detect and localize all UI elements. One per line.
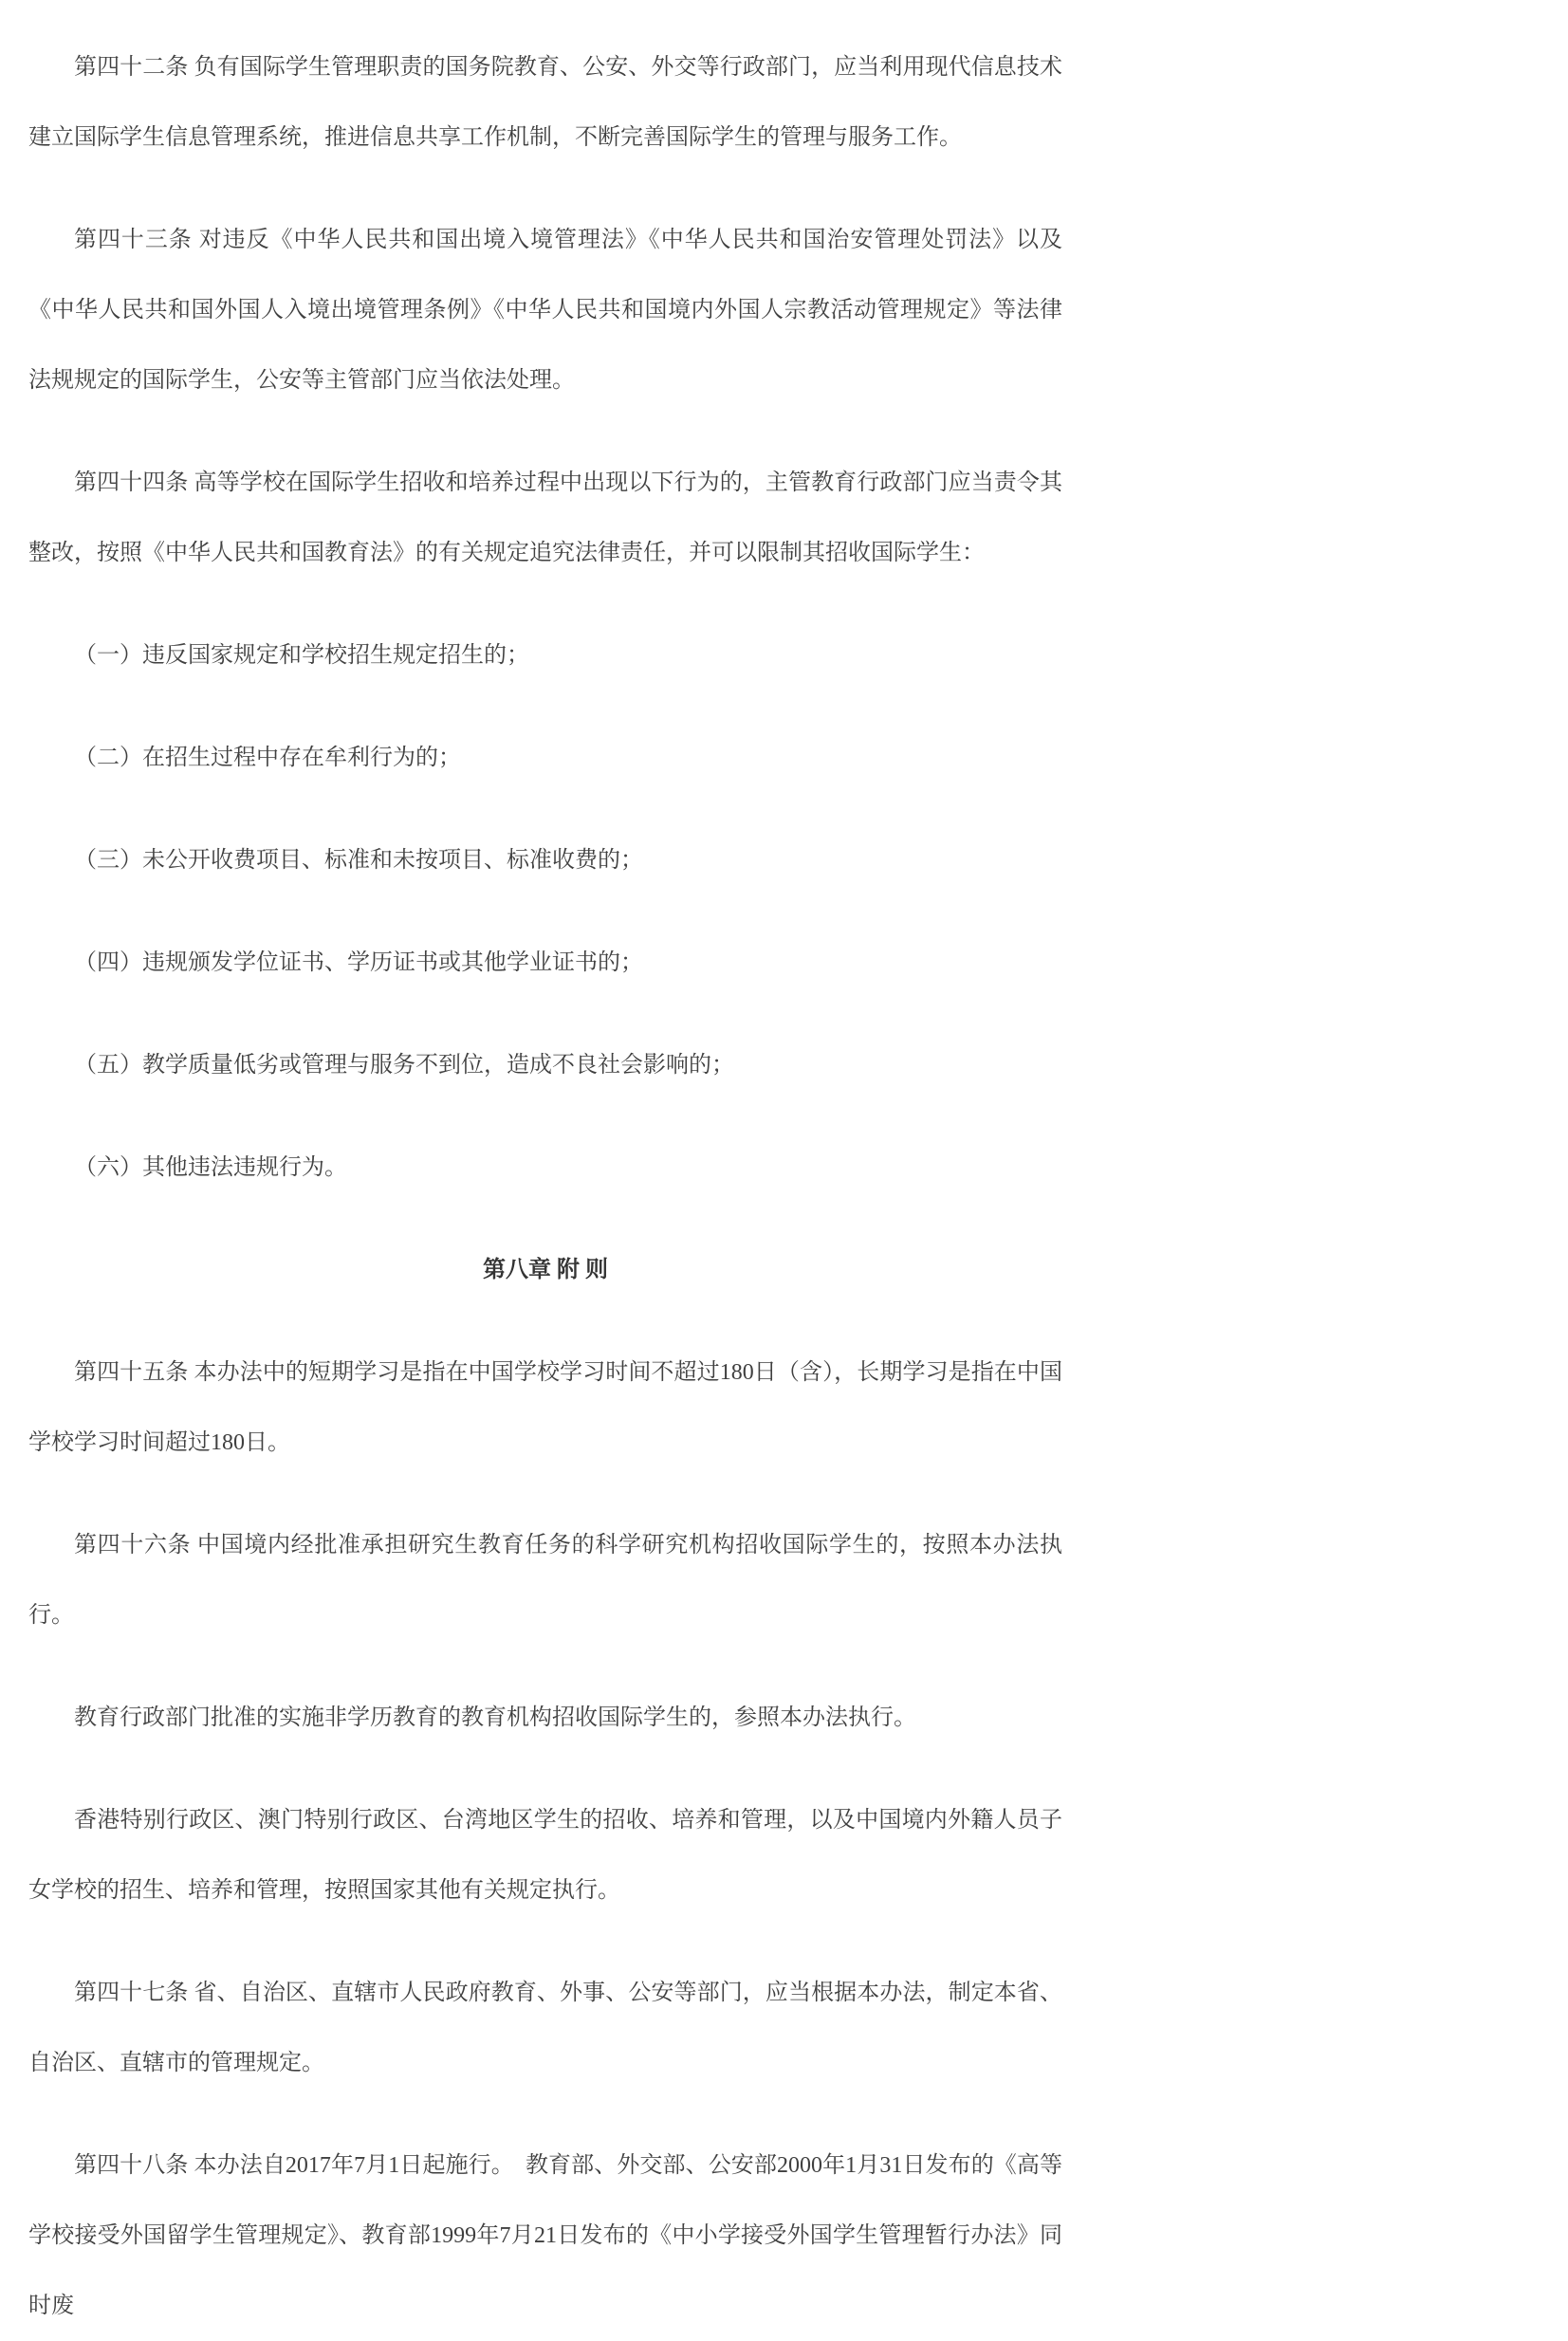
article-48-paragraph: 第四十八条 本办法自2017年7月1日起施行。 教育部、外交部、公安部2000年1月31日发布的《高等学校接受外国留学生管理规定》、教育部1999年7月21日发布的《中小学接受外国学生管理暂行办法》同时废	[28, 2153, 1062, 2318]
article-44-item-5: （五）教学质量低劣或管理与服务不到位，造成不良社会影响的；	[74, 1053, 734, 1078]
article-44-paragraph: 第四十四条 高等学校在国际学生招收和培养过程中出现以下行为的，主管教育行政部门应当责令其整改，按照《中华人民共和国教育法》的有关规定追究法律责任，并可以限制其招收国际学生：	[28, 470, 1062, 565]
article-44-item-2: （二）在招生过程中存在牟利行为的；	[74, 746, 461, 770]
article-43-paragraph: 第四十三条 对违反《中华人民共和国出境入境管理法》《中华人民共和国治安管理处罚法》以及《中华人民共和国外国人入境出境管理条例》《中华人民共和国境内外国人宗教活动管理规定》等法律法规规定的国际学生，公安等主管部门应当依法处理。	[28, 228, 1062, 393]
article-46-paragraph-3: 香港特别行政区、澳门特别行政区、台湾地区学生的招收、培养和管理，以及中国境内外籍人员子女学校的招生、培养和管理，按照国家其他有关规定执行。	[28, 1808, 1062, 1903]
article-44-item-1: （一）违反国家规定和学校招生规定招生的；	[74, 643, 529, 668]
chapter-8-heading: 第八章 附 则	[483, 1258, 608, 1282]
article-42-paragraph: 第四十二条 负有国际学生管理职责的国务院教育、公安、外交等行政部门，应当利用现代信息技术建立国际学生信息管理系统，推进信息共享工作机制，不断完善国际学生的管理与服务工作。	[28, 55, 1062, 150]
article-46-paragraph: 第四十六条 中国境内经批准承担研究生教育任务的科学研究机构招收国际学生的，按照本办法执行。	[28, 1533, 1062, 1628]
article-44-item-3: （三）未公开收费项目、标准和未按项目、标准收费的；	[74, 848, 643, 873]
article-46-paragraph-2: 教育行政部门批准的实施非学历教育的教育机构招收国际学生的，参照本办法执行。	[74, 1705, 916, 1730]
article-44-item-4: （四）违规颁发学位证书、学历证书或其他学业证书的；	[74, 950, 643, 975]
article-45-paragraph: 第四十五条 本办法中的短期学习是指在中国学校学习时间不超过180日（含），长期学习是指在中国学校学习时间超过180日。	[28, 1360, 1062, 1455]
article-44-item-6: （六）其他违法违规行为。	[74, 1155, 347, 1180]
article-47-paragraph: 第四十七条 省、自治区、直辖市人民政府教育、外事、公安等部门，应当根据本办法，制定本省、自治区、直辖市的管理规定。	[28, 1981, 1062, 2075]
